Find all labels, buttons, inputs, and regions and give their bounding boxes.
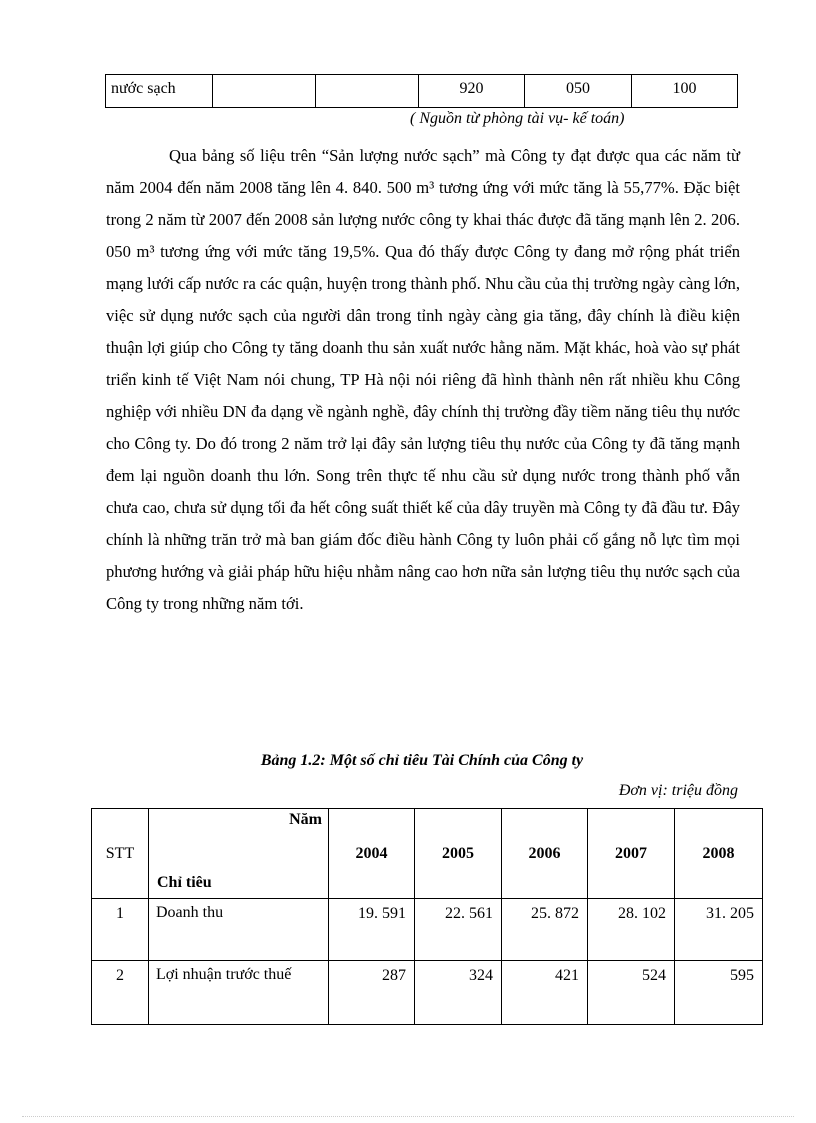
value-cell: 524 [588, 961, 675, 1025]
value-cell: 595 [675, 961, 763, 1025]
diagonal-header-cell [149, 809, 329, 899]
unit-note: Đơn vị: triệu đồng [618, 782, 738, 799]
table-cell [213, 75, 316, 108]
row-label: Lợi nhuận trước thuế [149, 961, 329, 1025]
production-table-fragment [105, 74, 738, 108]
table-caption: Bảng 1.2: Một số chỉ tiêu Tài Chính của Công ty [260, 752, 584, 769]
criteria-header: Chỉ tiêu [157, 874, 212, 891]
table-cell: 100 [632, 75, 738, 108]
year-cell: 2006 [502, 809, 588, 899]
value-cell: 324 [415, 961, 502, 1025]
row-label: Doanh thu [149, 899, 329, 961]
source-note: ( Nguồn từ phòng tài vụ- kế toán) [410, 110, 625, 127]
value-cell: 421 [502, 961, 588, 1025]
table-header-row [92, 809, 763, 899]
year-header: Năm [289, 811, 322, 828]
value-cell: 19. 591 [329, 899, 415, 961]
year-cell: 2007 [588, 809, 675, 899]
table-row [92, 961, 763, 1025]
value-cell: 22. 561 [415, 899, 502, 961]
value-cell: 287 [329, 961, 415, 1025]
page-bottom-divider [22, 1116, 794, 1117]
row-number: 1 [92, 899, 149, 961]
financial-table [91, 808, 763, 1025]
value-cell: 28. 102 [588, 899, 675, 961]
table-cell: 920 [419, 75, 525, 108]
table-row [92, 899, 763, 961]
table-cell: 050 [525, 75, 632, 108]
value-cell: 31. 205 [675, 899, 763, 961]
table-row [106, 75, 738, 108]
year-cell: 2005 [415, 809, 502, 899]
stt-header: STT [92, 809, 149, 899]
year-cell: 2004 [329, 809, 415, 899]
table-cell [316, 75, 419, 108]
body-paragraph: Qua bảng số liệu trên “Sản lượng nước sạch” mà Công ty đạt được qua các năm từ năm 2004 đến năm 2008 tăng lên 4. 840. 500 m³ tương ứng với mức tăng là 55,77%. Đặc biệt trong 2 năm từ 2007 đến 2008 sản lượng nước công ty khai thác được đã tăng mạnh lên 2. 206. 050 m³ tương ứng với mức tăng 19,5%. Qua đó thấy được Công ty đang mở rộng phát triển mạng lưới cấp nước ra các quận, huyện trong thành phố. Nhu cầu của thị trường ngày càng lớn, việc sử dụng nước sạch của người dân trong tỉnh ngày càng gia tăng, đây chính là điều kiện thuận lợi giúp cho Công ty tăng doanh thu sản xuất nước hằng năm. Mặt khác, hoà vào sự phát triển kinh tế Việt Nam nói chung, TP Hà nội nói riêng đã hình thành nên rất nhiều khu Công nghiệp với nhiều DN đa dạng về ngành nghề, đây chính thị trường đầy tiềm năng tiêu thụ nước cho Công ty. Do đó trong 2 năm trở lại đây sản lượng tiêu thụ nước của Công ty đã tăng mạnh đem lại nguồn doanh thu lớn. Song trên thực tế nhu cầu sử dụng nước trong thành phố vẫn chưa cao, chưa sử dụng tối đa hết công suất thiết kế của dây truyền mà Công ty đã đầu tư. Đây chính là những trăn trở mà ban giám đốc điều hành Công ty luôn phải cố gắng nỗ lực tìm mọi phương hướng và giải pháp hữu hiệu nhằm nâng cao hơn nữa sản lượng tiêu thụ nước sạch của Công ty trong những năm tới. [106, 146, 740, 613]
table-cell: nước sạch [106, 75, 213, 108]
value-cell: 25. 872 [502, 899, 588, 961]
year-cell: 2008 [675, 809, 763, 899]
row-number: 2 [92, 961, 149, 1025]
